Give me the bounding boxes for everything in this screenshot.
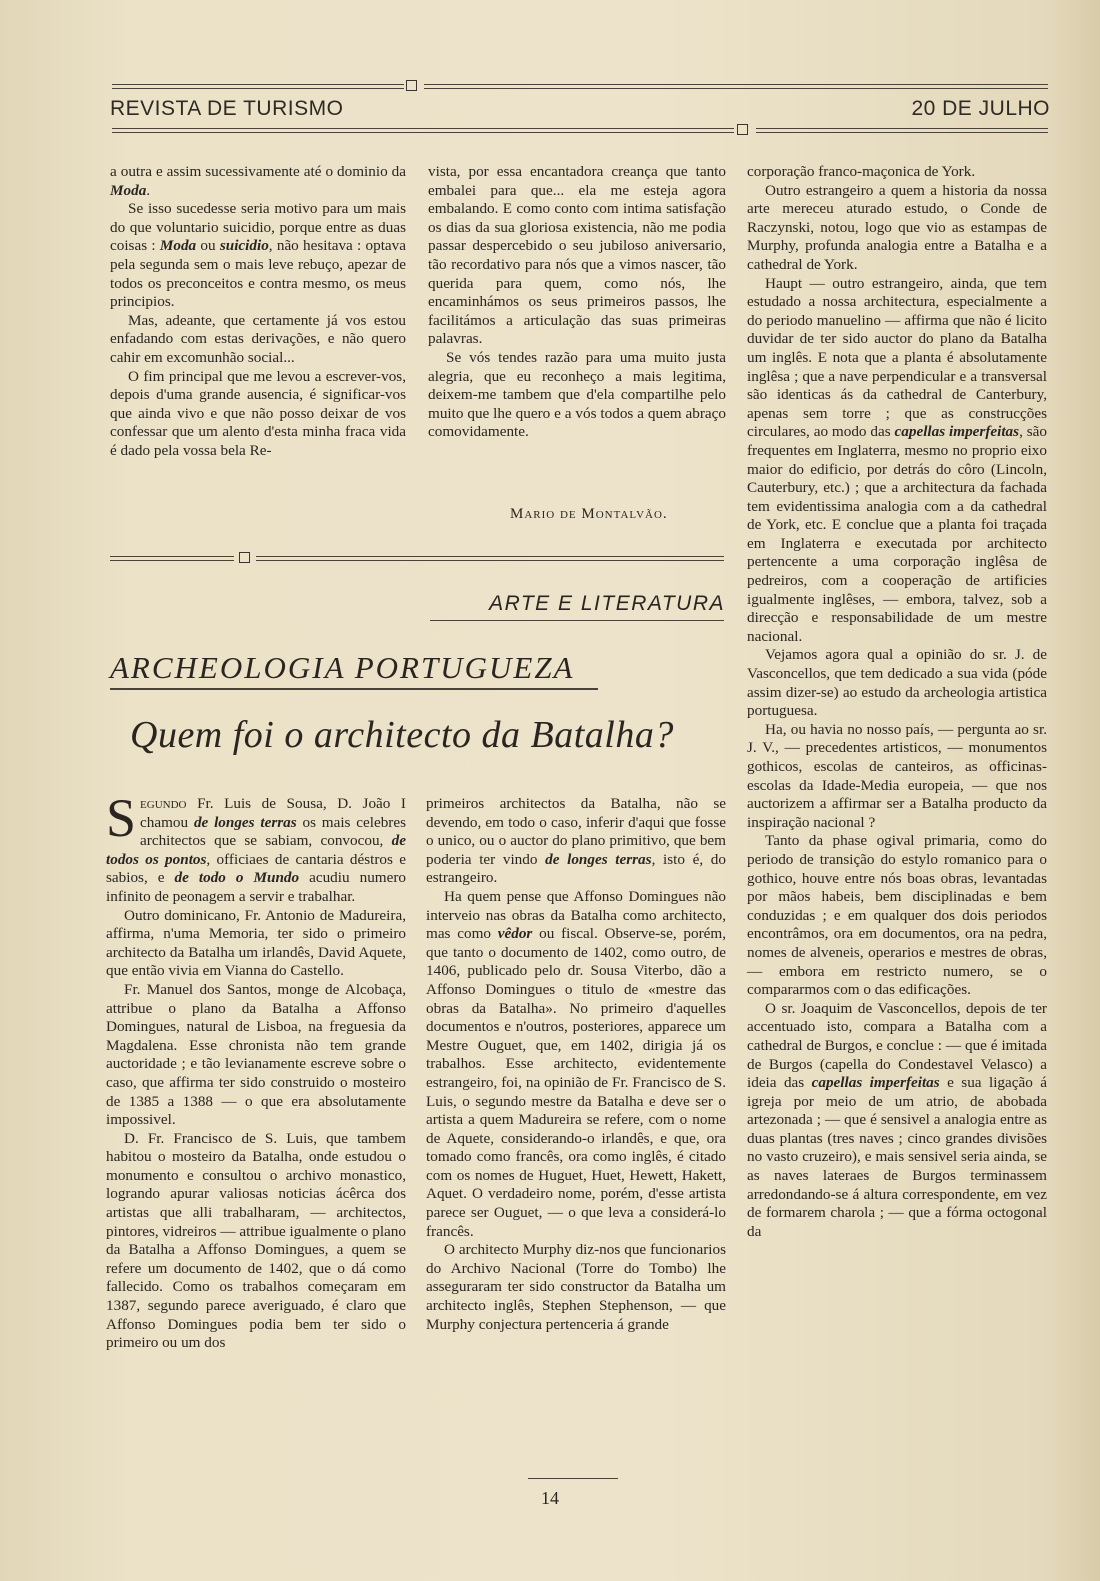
header-ornament-top [406,80,417,91]
paragraph: Vejamos agora qual a opinião do sr. J. de Vasconcellos, que tem dedicado a sua vida (póde assim dizer-se) ao estudo da archeologia artistica portuguesa. [747,646,1047,720]
article-subtitle: Quem foi o architecto da Batalha? [130,714,674,756]
paragraph: O architecto Murphy diz-nos que funcionarios do Archivo Nacional (Torre do Tombo) lhe asseguraram ter sido constructor da Batalha um architecto inglês, Stephen Stephenson, — que Murphy conjectura pertenceria á grande [426,1241,726,1333]
article-column-2 [426,795,726,1334]
header-top-rule-right [424,84,1048,89]
header-date: 20 DE JULHO [911,97,1050,120]
paragraph: Tanto da phase ogival primaria, como do periodo de transição do estylo romanico para o gothico, houve entre nós boas obras, levantadas por mãos habeis, bem disciplinadas e bem conduzidas ; e em qualquer dos dois periodos encontrâmos, ora em documentos, ora na pedra, nomes de alveneis, operarios e mestres de obras, — embora em restricto numero, se o compararmos com o das edificações. [747,832,1047,999]
paragraph: Se vós tendes razão para uma muito justa alegria, que eu reconheço a mais legitima, deixem-me tambem que d'ela compartilhe pelo muito que lhe quero e a vós todos a quem abraço comovidamente. [428,348,726,441]
paragraph: corporação franco-maçonica de York. [747,163,976,180]
letter-column-1 [110,163,406,461]
paragraph: Outro estrangeiro a quem a historia da nossa arte mereceu aturado estudo, o Conde de Raczynski, notou, logo que vio as estampas de Murphy, profunda analogia entre a Batalha e a cathedral de York. [747,181,1047,273]
article-title: ARCHEOLOGIA PORTUGUEZA [110,650,575,685]
paragraph: vista, por essa encantadora creança que tanto embalei para que... ela me esteja agora embalando. E como conto com intima satisfação os dias da sua gloriosa existencia, não me podia passar despercebido o seu jubiloso aniversario, tão recordativo para nós que a vimos nascer, tão querida para quem, como nós, lhe encaminhámos os seus primeiros passos, lhe facilitámos a articulação das suas primeiras palavras. [428,163,726,348]
paragraph: primeiros architectos da Batalha, não se devendo, em todo o caso, inferir d'aqui que fosse o unico, ou o auctor do plano primitivo, que bem poderia ter vindo de longes terras, isto é, do estrangeiro. [426,795,726,887]
article-title-underline [110,688,598,690]
letter-column-2 [428,163,726,442]
header-publication-title: REVISTA DE TURISMO [110,97,344,120]
header-bottom-rule [112,128,734,133]
header-ornament-bottom [737,124,748,135]
paragraph: Outro dominicano, Fr. Antonio de Madureira, affirma, n'uma Memoria, ter sido o primeiro architecto da Batalha um irlandês, David Aquete, que então vivia em Vianna do Castello. [106,906,406,980]
paragraph: Fr. Manuel dos Santos, monge de Alcobaça, attribue o plano da Batalha a Affonso Domingues, natural de Lisboa, na freguesia da Magdalena. Esse chronista não tem grande auctoridade ; e tão levianamente escreve sobre o caso, que affirma ter sido construido o mosteiro de 1385 a 1388 — o que era absolutamente impossivel. [106,980,406,1129]
drop-cap: S [106,788,137,848]
header-bottom-rule-right [756,128,1048,133]
paragraph: a outra e assim sucessivamente até o dominio da Moda. [110,163,406,199]
paragraph: Haupt — outro estrangeiro, ainda, que tem estudado a nossa architectura, especialmente a do periodo manuelino — affirma que não é licito duvidar de ter sido auctor do plano da Batalha um inglês. E nota que a planta é absolutamente inglêsa ; que a nave perpendicular e a transversal são identicas ás da cathedral de Canterbury, apenas sem torre ; que as construcções circulares, ao modo das capellas imperfeitas, são frequentes em Inglaterra, mesmo no proprio eixo maior do edificio, por detrás do côro (Lincoln, Cauterbury, etc.) ; que a architectura da fachada tem evidentissima analogia com a da cathedral de York, etc. E conclue que a planta foi traçada em Inglaterra e executada por architecto pertencente a uma corporação inglêsa de pedreiros, com a cooperação de artificies igualmente inglêses, — embora, talvez, sob a direcção e responsabilidade de um mestre nacional. [747,274,1048,645]
header-top-rule [112,84,404,89]
paragraph: Mas, adeante, que certamente já vos estou enfadando com estas derivações, e não quero cahir em excomunhão social... [110,311,406,366]
page-number: 14 [541,1488,559,1508]
section-label-underline [430,620,724,621]
section-label: ARTE E LITERATURA [489,592,725,615]
paragraph: O fim principal que me levou a escrever-vos, depois d'uma grande ausencia, é significar-vos que ainda vivo e que não posso deixar de vos confessar que um alento d'esta minha fraca vida é dado pela vossa bela Re- [110,367,406,459]
section-divider-left [110,556,234,561]
page-number-rule [528,1478,618,1479]
paragraph: Segundo Fr. Luis de Sousa, D. João I chamou de longes terras os mais celebres architectos que se sabiam, convocou, de todos os pontos, officiaes de cantaria déstros e sabios, e de todo o Mundo acudiu numero infinito de peonagem a servir e trabalhar. [106,788,407,905]
paragraph: O sr. Joaquim de Vasconcellos, depois de ter accentuado isto, compara a Batalha com a cathedral de Burgos, e conclue : — que é imitada de Burgos (capella do Condestavel Velasco) a ideia das capellas imperfeitas e sua ligação á igreja por meio de um atrio, de abobada artezonada ; — que é sensivel a analogia entre as duas plantas (tres naves ; cinco grandes divisões no vasto cruzeiro), e mais sensivel seria ainda, se as naves lateraes de Burgos terminassem arredondando-se á altura correspondente, em vez de formarem charola ; — que a fórma octogonal da [747,999,1048,1240]
paragraph: Se isso sucedesse seria motivo para um mais do que voluntario suicidio, porque entre as duas coisas : Moda ou suicidio, não hesitava : optava pela segunda sem o mais leve rebuço, apezar de todos os preconceitos e contra mesmo, os meus principios. [110,200,406,311]
section-divider-right [256,556,724,561]
letter-signature: Mario de Montalvão. [510,506,668,522]
paragraph: Ha, ou havia no nosso país, — pergunta ao sr. J. V., — precedentes artisticos, — monumentos gothicos, escolas de canteiros, as officinas-escolas da Idade-Media europeia, — que nos auctorizem a affirmar ser a Batalha producto da inspiração nacional ? [747,720,1047,831]
article-column-3 [747,163,1047,1241]
article-column-1 [106,788,407,1353]
paragraph: Ha quem pense que Affonso Domingues não interveio nas obras da Batalha como architecto, mas como vêdor ou fiscal. Observe-se, porém, que tanto o documento de 1402, como outro, de 1406, publicado pelo dr. Sousa Viterbo, dão a Affonso Domingues o titulo de «mestre das obras da Batalha». No primeiro d'aquelles documentos e n'outros, posteriores, apparece um Mestre Ouguet, que, em 1402, dirigia já os trabalhos. Esse architecto, evidentemente estrangeiro, foi, na opinião de Fr. Francisco de S. Luis, o segundo mestre da Batalha e deve ser o artista a quem Madureira se refere, com o nome de Aquete, considerando-o irlandês, e que, ora tomado como francês, ora como inglês, é citado com os nomes de Huguet, Huet, Hewett, Hakett, Aquet. O verdadeiro nome, porém, d'esse artista parece ser Ouguet, — o que leva a considerá-lo francês. [426,887,726,1240]
section-divider-ornament [239,552,250,563]
paragraph: D. Fr. Francisco de S. Luis, que tambem habitou o mosteiro da Batalha, onde estudou o monumento e consultou o archivo monastico, logrando apurar valiosas noticias ácêrca dos artistas que alli trabalharam, — architectos, pintores, vidreiros — attribue igualmente o plano da Batalha a Affonso Domingues, a quem se refere um documento de 1402, que o dá como fallecido. Como os trabalhos começaram em 1387, segundo parece averiguado, é claro que Affonso Domingues podia bem ter sido o primeiro ou um dos [106,1129,406,1352]
